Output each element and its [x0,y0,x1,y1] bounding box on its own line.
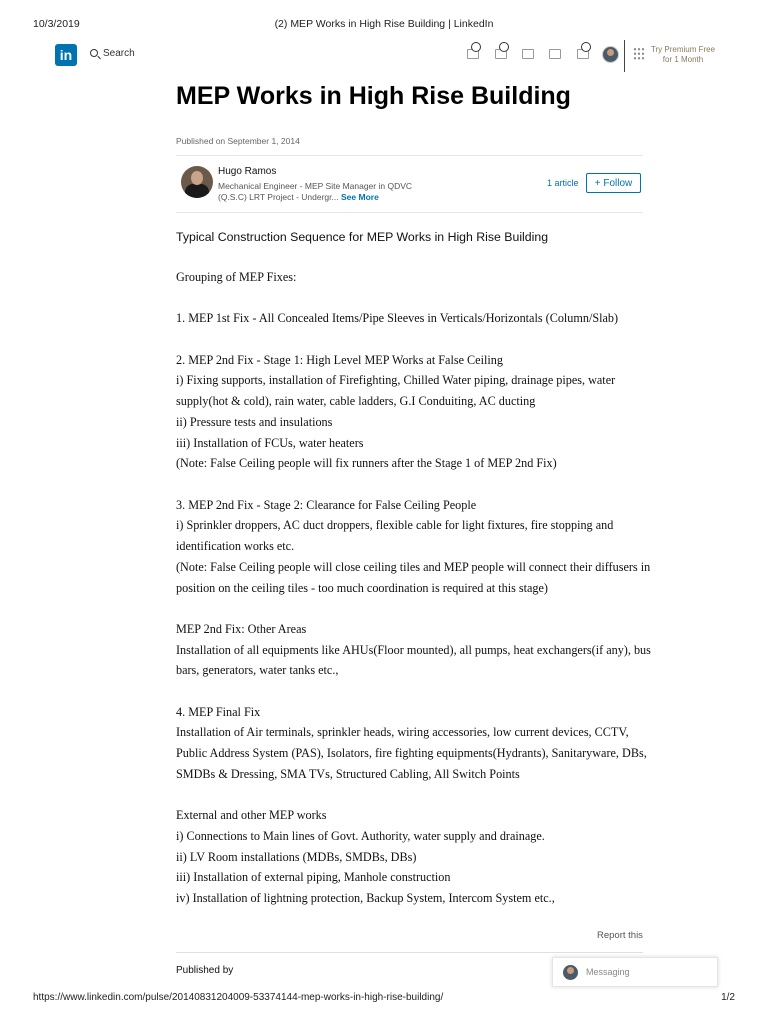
print-date: 10/3/2019 [33,18,80,30]
messaging-label: Messaging [586,967,630,977]
follow-button[interactable]: + Follow [586,173,641,193]
article-line: 2. MEP 2nd Fix - Stage 1: High Level MEP Works at False Ceiling [176,352,503,367]
messaging-icon[interactable] [548,46,562,60]
report-link[interactable]: Report this [597,930,643,941]
article-line: External and other MEP works [176,808,327,823]
nav-divider [624,40,625,72]
messaging-bar[interactable] [552,957,718,987]
article-line: Grouping of MEP Fixes: [176,270,297,284]
linkedin-logo[interactable]: in [55,44,77,66]
article-line: (Note: False Ceiling people will close ceiling tiles and MEP people will connect their diffusers in position on the ceiling tiles - too much coordination is required at this stage) [176,559,651,595]
jobs-icon[interactable] [521,46,535,60]
notifications-icon[interactable] [576,46,590,60]
article-line: iv) Installation of lightning protection, Backup System, Intercom System etc., [176,891,555,905]
article-subhead: Typical Construction Sequence for MEP Works in High Rise Building [176,230,549,244]
article-line: iii) Installation of external piping, Manhole construction [176,870,451,885]
article-paragraph [176,350,656,474]
author-headline [218,181,418,203]
divider [176,155,643,156]
article-line: ii) Pressure tests and insulations [176,414,333,429]
author-headline-text: Mechanical Engineer - MEP Site Manager in QDVC (Q.S.C) LRT Project - Undergr... [218,181,413,202]
messaging-avatar [563,965,578,980]
article-line: i) Fixing supports, installation of Firefighting, Chilled Water piping, drainage pipes, water supply(hot & cold), rain water, cable ladders, G.I Conduiting, AC ducting [176,373,616,409]
premium-line-2: for 1 Month [662,55,704,64]
my-network-icon[interactable] [494,46,508,60]
article-paragraph [176,702,656,785]
me-avatar[interactable] [602,46,619,63]
print-url: https://www.linkedin.com/pulse/20140831204009-53374144-mep-works-in-high-rise-building/ [33,992,444,1003]
article-title: MEP Works in High Rise Building [176,82,571,110]
author-name[interactable]: Hugo Ramos [218,166,277,177]
top-nav [0,40,768,72]
article-line: (Note: False Ceiling people will fix runners after the Stage 1 of MEP 2nd Fix) [176,456,557,471]
article-line: MEP 2nd Fix: Other Areas [176,621,307,636]
published-date: Published on September 1, 2014 [176,136,300,146]
print-title: (2) MEP Works in High Rise Building | LinkedIn [274,18,494,30]
premium-link[interactable] [648,45,718,65]
search-box[interactable] [90,48,135,59]
article-paragraph [176,805,656,909]
article-line: 1. MEP 1st Fix - All Concealed Items/Pipe Sleeves in Verticals/Horizontals (Column/Slab) [176,311,619,326]
article-line: iii) Installation of FCUs, water heaters [176,435,364,450]
article-line: i) Connections to Main lines of Govt. Authority, water supply and drainage. [176,828,545,843]
article-body [176,267,656,929]
article-paragraph [176,619,656,681]
premium-line-1: Try Premium Free [650,45,716,54]
article-paragraph [176,308,656,329]
divider [176,952,643,953]
article-line: Installation of Air terminals, sprinkler heads, wiring accessories, low current devices, CCTV, Public Address System (PAS), Isolators, fire fighting equipments(Hydrants), Sanitaryware, DBs, SMDBs & Dressing, SMA TVs, Structured Cabling, All Switch Points [176,725,647,781]
author-avatar[interactable] [181,166,213,198]
article-line: i) Sprinkler droppers, AC duct droppers, flexible cable for light fixtures, fire stopping and identification works etc. [176,518,614,554]
article-paragraph [176,495,656,599]
home-icon[interactable] [466,46,480,60]
published-by-label: Published by [176,965,234,976]
article-line: ii) LV Room installations (MDBs, SMDBs, DBs) [176,849,417,864]
article-count-link[interactable]: 1 article [547,178,579,188]
article-line: Installation of all equipments like AHUs(Floor mounted), all pumps, heat exchangers(if any), bus bars, generators, water tanks etc., [176,642,651,678]
print-page: 1/2 [721,992,735,1003]
search-label: Search [103,48,135,59]
article-line: 3. MEP 2nd Fix - Stage 2: Clearance for False Ceiling People [176,497,477,512]
article-paragraph [176,267,656,288]
see-more-link[interactable]: See More [341,192,379,202]
work-grid-icon[interactable] [633,47,645,61]
article-line: 4. MEP Final Fix [176,704,261,719]
divider [176,212,643,213]
search-icon [90,49,98,57]
